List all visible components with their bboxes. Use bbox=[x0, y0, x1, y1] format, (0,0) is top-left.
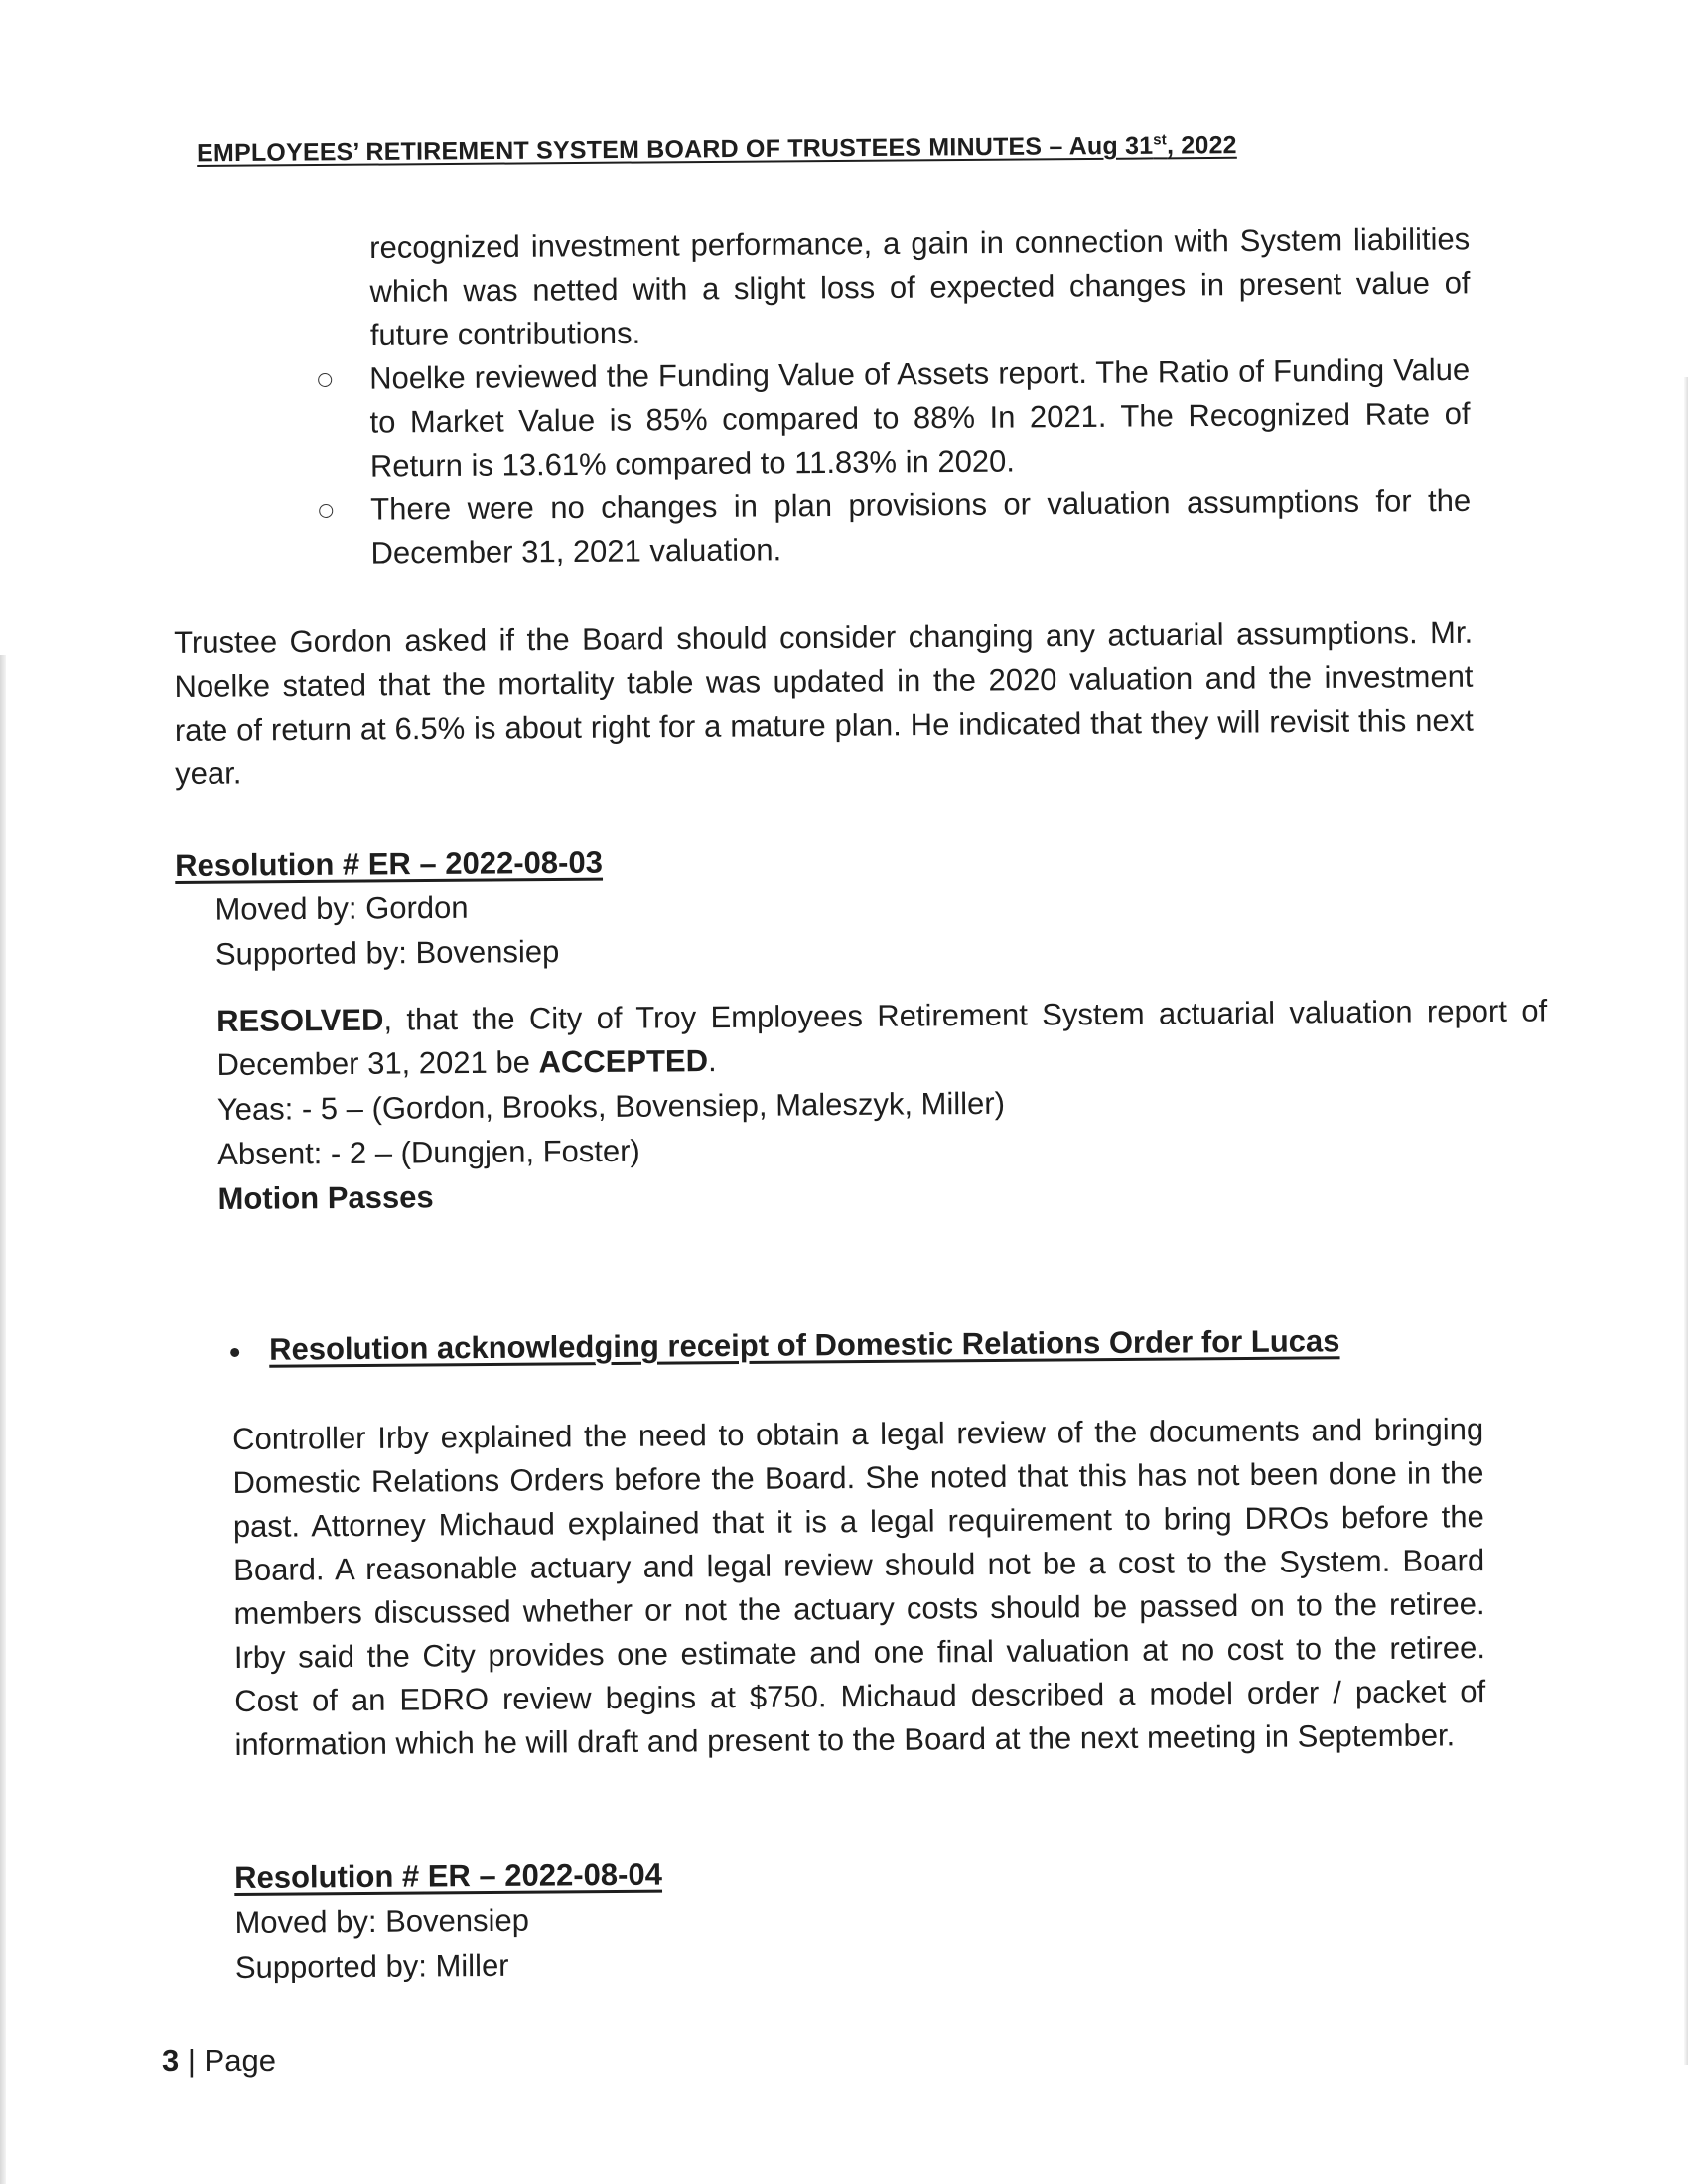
header-superscript: st bbox=[1153, 131, 1168, 149]
resolution-block-1 bbox=[175, 833, 1566, 977]
moved-by: Moved by: Bovensiep bbox=[234, 1902, 530, 1940]
irby-paragraph: Controller Irby explained the need to obtain a legal review of the documents and bringing Domestic Relations Orders before the Board. She noted that this has not been done in the past. Attorney Michaud explained that it is a legal requirement to bring DROs before the Board. A reasonable actuary and legal review should not be a cost to the System. Board members discussed whether or not the actuary costs should be passed on to the retiree. Irby said the City provides one estimate and one final valuation at no cost to the retiree. Cost of an EDRO review begins at $750. Michaud described a model order / packet of information which he will draft and present to the Board at the next meeting in September. bbox=[232, 1412, 1486, 1762]
supported-by: Supported by: Miller bbox=[234, 1947, 509, 1984]
list-item bbox=[319, 479, 1472, 576]
vote-absent: Absent: - 2 – (Dungjen, Foster) bbox=[217, 1133, 640, 1171]
resolution-title: Resolution # ER – 2022-08-04 bbox=[234, 1856, 663, 1895]
gordon-paragraph: Trustee Gordon asked if the Board should consider changing any actuarial assumptions. Mr. Noelke stated that the mortality table was updated in the 2020 valuation and the investment rate of return at 6.5% is about right for a mature plan. He indicated that they will revisit this next year. bbox=[174, 614, 1474, 791]
page-label: Page bbox=[204, 2043, 276, 2078]
list-item bbox=[318, 348, 1471, 488]
vote-yeas: Yeas: - 5 – (Gordon, Brooks, Bovensiep, Maleszyk, Miller) bbox=[216, 1085, 1006, 1127]
supported-by: Supported by: Bovensiep bbox=[214, 933, 560, 972]
header-title: EMPLOYEES’ RETIREMENT SYSTEM BOARD OF TRUSTEES MINUTES – Aug 31 bbox=[197, 131, 1154, 168]
page-header bbox=[197, 130, 1342, 168]
irby-paragraph-block bbox=[232, 1408, 1486, 1767]
resolution-block-2 bbox=[234, 1848, 1228, 1989]
page-number: 3 bbox=[162, 2043, 180, 2078]
motion-result: Motion Passes bbox=[217, 1179, 434, 1216]
accepted-keyword: ACCEPTED bbox=[538, 1043, 709, 1080]
resolution-title: Resolution # ER – 2022-08-03 bbox=[175, 844, 604, 883]
resolved-period: . bbox=[707, 1043, 717, 1079]
scan-edge-right bbox=[1684, 377, 1688, 2065]
page-footer bbox=[162, 2043, 276, 2079]
resolved-keyword: RESOLVED bbox=[216, 1002, 384, 1038]
page-separator: | bbox=[179, 2043, 205, 2078]
section-title: Resolution acknowledging receipt of Domestic Relations Order for Lucas bbox=[268, 1323, 1340, 1367]
moved-by: Moved by: Gordon bbox=[214, 889, 469, 927]
hollow-bullet-icon bbox=[318, 373, 332, 387]
hollow-bullet-icon bbox=[319, 504, 333, 518]
bullet-dot-icon bbox=[230, 1348, 239, 1357]
bullet-text: There were no changes in plan provisions or valuation assumptions for the December 31, 2021 valuation. bbox=[370, 482, 1472, 571]
bullet-list bbox=[318, 348, 1472, 576]
resolved-block bbox=[216, 989, 1549, 1221]
bullet-text: Noelke reviewed the Funding Value of Assets report. The Ratio of Funding Value to Market Value is 85% compared to 88% In 2021. The Recognized Rate of Return is 13.61% compared to 11.83% in 2020. bbox=[369, 351, 1471, 483]
resolved-statement bbox=[216, 989, 1548, 1087]
gordon-paragraph-block bbox=[174, 612, 1474, 796]
continued-text: recognized investment performance, a gain in connection with System liabilities which was netted with a slight loss of expected changes in present value of future contributions. bbox=[369, 221, 1471, 352]
continued-paragraph bbox=[369, 217, 1471, 357]
header-year: , 2022 bbox=[1166, 131, 1237, 160]
resolved-text: , that the City of Troy Employees Retirement System actuarial valuation report of December 31, 2021 be bbox=[216, 993, 1548, 1082]
section-heading bbox=[230, 1323, 1422, 1368]
scan-edge-left bbox=[0, 655, 6, 2184]
